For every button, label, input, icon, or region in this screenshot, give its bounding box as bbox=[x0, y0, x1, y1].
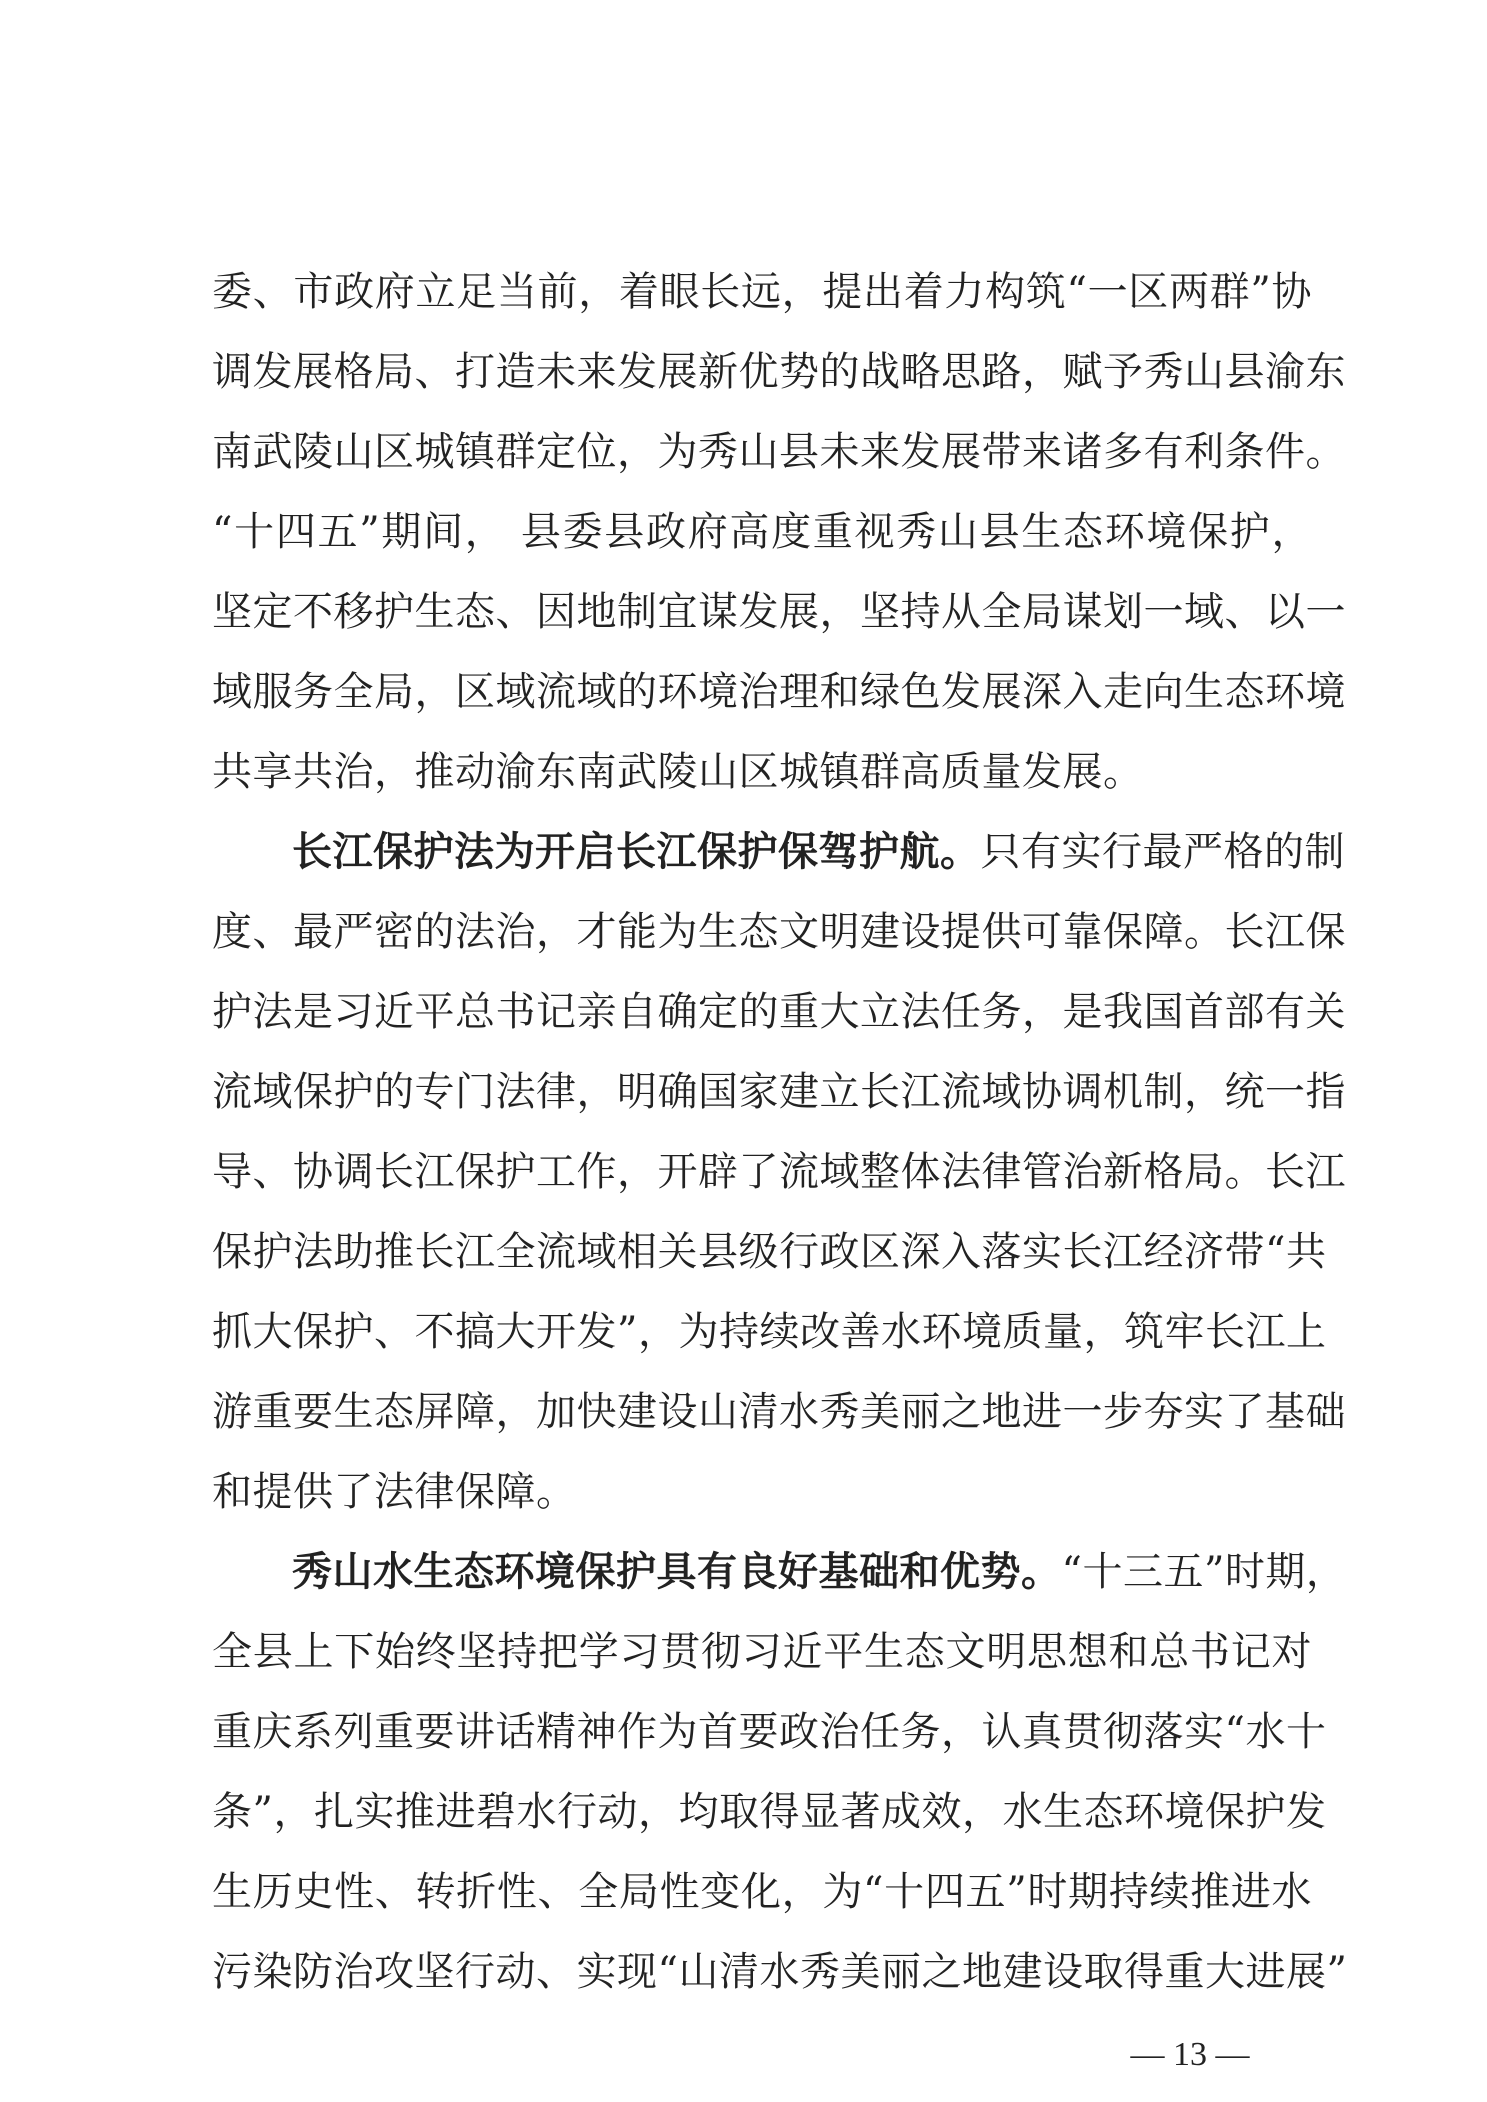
paragraph-line: “十四五”期间， 县委县政府高度重视秀山县生态环境保护， bbox=[212, 509, 1312, 555]
paragraph-heading: 长江保护法为开启长江保护保驾护航。 bbox=[292, 829, 981, 875]
paragraph-line: 坚定不移护生态、因地制宜谋发展，坚持从全局谋划一域、以一 bbox=[212, 589, 1346, 635]
paragraph-line: 和提供了法律保障。 bbox=[212, 1469, 577, 1515]
paragraph-line: 导、协调长江保护工作，开辟了流域整体法律管治新格局。长江 bbox=[212, 1149, 1346, 1195]
paragraph-line: 委、市政府立足当前，着眼长远，提出着力构筑“一区两群”协 bbox=[212, 269, 1312, 315]
paragraph-heading: 秀山水生态环境保护具有良好基础和优势。 bbox=[292, 1549, 1062, 1595]
paragraph-first-line bbox=[292, 822, 1345, 882]
paragraph-line: 域服务全局，区域流域的环境治理和绿色发展深入走向生态环境 bbox=[212, 669, 1346, 715]
paragraph-text: “十三五”时期， bbox=[1061, 1549, 1347, 1595]
paragraph-line: 游重要生态屏障，加快建设山清水秀美丽之地进一步夯实了基础 bbox=[212, 1389, 1346, 1435]
paragraph-line: 南武陵山区城镇群定位，为秀山县未来发展带来诸多有利条件。 bbox=[212, 429, 1346, 475]
paragraph-line: 流域保护的专门法律，明确国家建立长江流域协调机制，统一指 bbox=[212, 1069, 1346, 1115]
paragraph-text: 只有实行最严格的制 bbox=[980, 829, 1345, 875]
paragraph-line: 污染防治攻坚行动、实现“山清水秀美丽之地建设取得重大进展” bbox=[212, 1949, 1348, 1995]
paragraph-line: 条”，扎实推进碧水行动，均取得显著成效，水生态环境保护发 bbox=[212, 1789, 1327, 1835]
paragraph-line: 护法是习近平总书记亲自确定的重大立法任务，是我国首部有关 bbox=[212, 989, 1346, 1035]
paragraph-line: 度、最严密的法治，才能为生态文明建设提供可靠保障。长江保 bbox=[212, 909, 1346, 955]
paragraph-line: 保护法助推长江全流域相关县级行政区深入落实长江经济带“共 bbox=[212, 1229, 1327, 1275]
paragraph-line: 生历史性、转折性、全局性变化，为“十四五”时期持续推进水 bbox=[212, 1869, 1312, 1915]
page-number: — 13 — bbox=[1130, 2036, 1250, 2073]
paragraph-line: 全县上下始终坚持把学习贯彻习近平生态文明思想和总书记对 bbox=[212, 1629, 1312, 1675]
paragraph-line: 重庆系列重要讲话精神作为首要政治任务，认真贯彻落实“水十 bbox=[212, 1709, 1327, 1755]
paragraph-line: 调发展格局、打造未来发展新优势的战略思路，赋予秀山县渝东 bbox=[212, 349, 1346, 395]
paragraph-line: 共享共治，推动渝东南武陵山区城镇群高质量发展。 bbox=[212, 749, 1144, 795]
paragraph-line: 抓大保护、不搞大开发”，为持续改善水环境质量，筑牢长江上 bbox=[212, 1309, 1327, 1355]
paragraph-first-line bbox=[292, 1542, 1347, 1602]
